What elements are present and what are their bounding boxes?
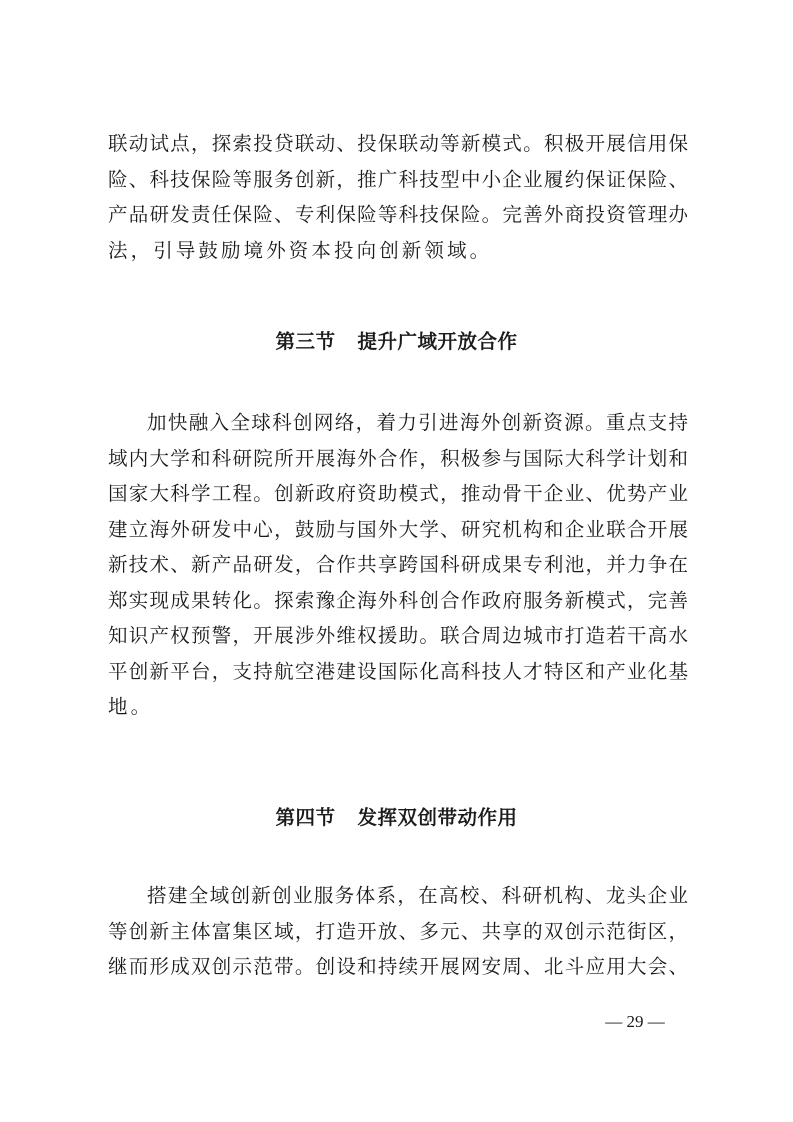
paragraph-line: 域内大学和科研院所开展海外合作，积极参与国际大科学计划和 <box>108 446 688 470</box>
paragraph-line: 新技术、新产品研发，合作共享跨国科研成果专利池，并力争在 <box>108 553 688 576</box>
section-heading <box>0 798 793 838</box>
paragraph-line: 郑实现成果转化。探索豫企海外科创合作政府服务新模式，完善 <box>108 588 688 612</box>
paragraph-line: 地。 <box>108 695 154 718</box>
paragraph-line: 平创新平台，支持航空港建设国际化高科技人才特区和产业化基 <box>108 659 688 683</box>
section-number: 第四节 <box>275 806 336 829</box>
paragraph-line: 建立海外研发中心，鼓励与国外大学、研究机构和企业联合开展 <box>108 517 688 541</box>
paragraph-line: 产品研发责任保险、专利保险等科技保险。完善外商投资管理办 <box>108 203 688 226</box>
paragraph-line: 法，引导鼓励境外资本投向创新领域。 <box>108 238 493 262</box>
section-title: 发挥双创带动作用 <box>357 806 518 829</box>
paragraph-line: 联动试点，探索投贷联动、投保联动等新模式。积极开展信用保 <box>108 132 688 155</box>
paragraph-line: 国家大科学工程。创新政府资助模式，推动骨干企业、优势产业 <box>108 482 688 505</box>
section-number: 第三节 <box>275 330 336 353</box>
paragraph-line: 搭建全域创新创业服务体系，在高校、科研机构、龙头企业 <box>147 884 688 907</box>
page-number: — 29 — <box>605 1012 665 1031</box>
paragraph-line: 等创新主体富集区域，打造开放、多元、共享的双创示范街区， <box>108 919 688 943</box>
section-title: 提升广域开放合作 <box>357 330 518 353</box>
section-heading <box>0 322 793 362</box>
paragraph-line: 加快融入全球科创网络，着力引进海外创新资源。重点支持 <box>147 411 688 434</box>
paragraph-line: 险、科技保险等服务创新，推广科技型中小企业履约保证保险、 <box>108 167 688 191</box>
paragraph-line: 知识产权预警，开展涉外维权援助。联合周边城市打造若干高水 <box>108 624 688 647</box>
paragraph-line: 继而形成双创示范带。创设和持续开展网安周、北斗应用大会、 <box>108 955 688 978</box>
